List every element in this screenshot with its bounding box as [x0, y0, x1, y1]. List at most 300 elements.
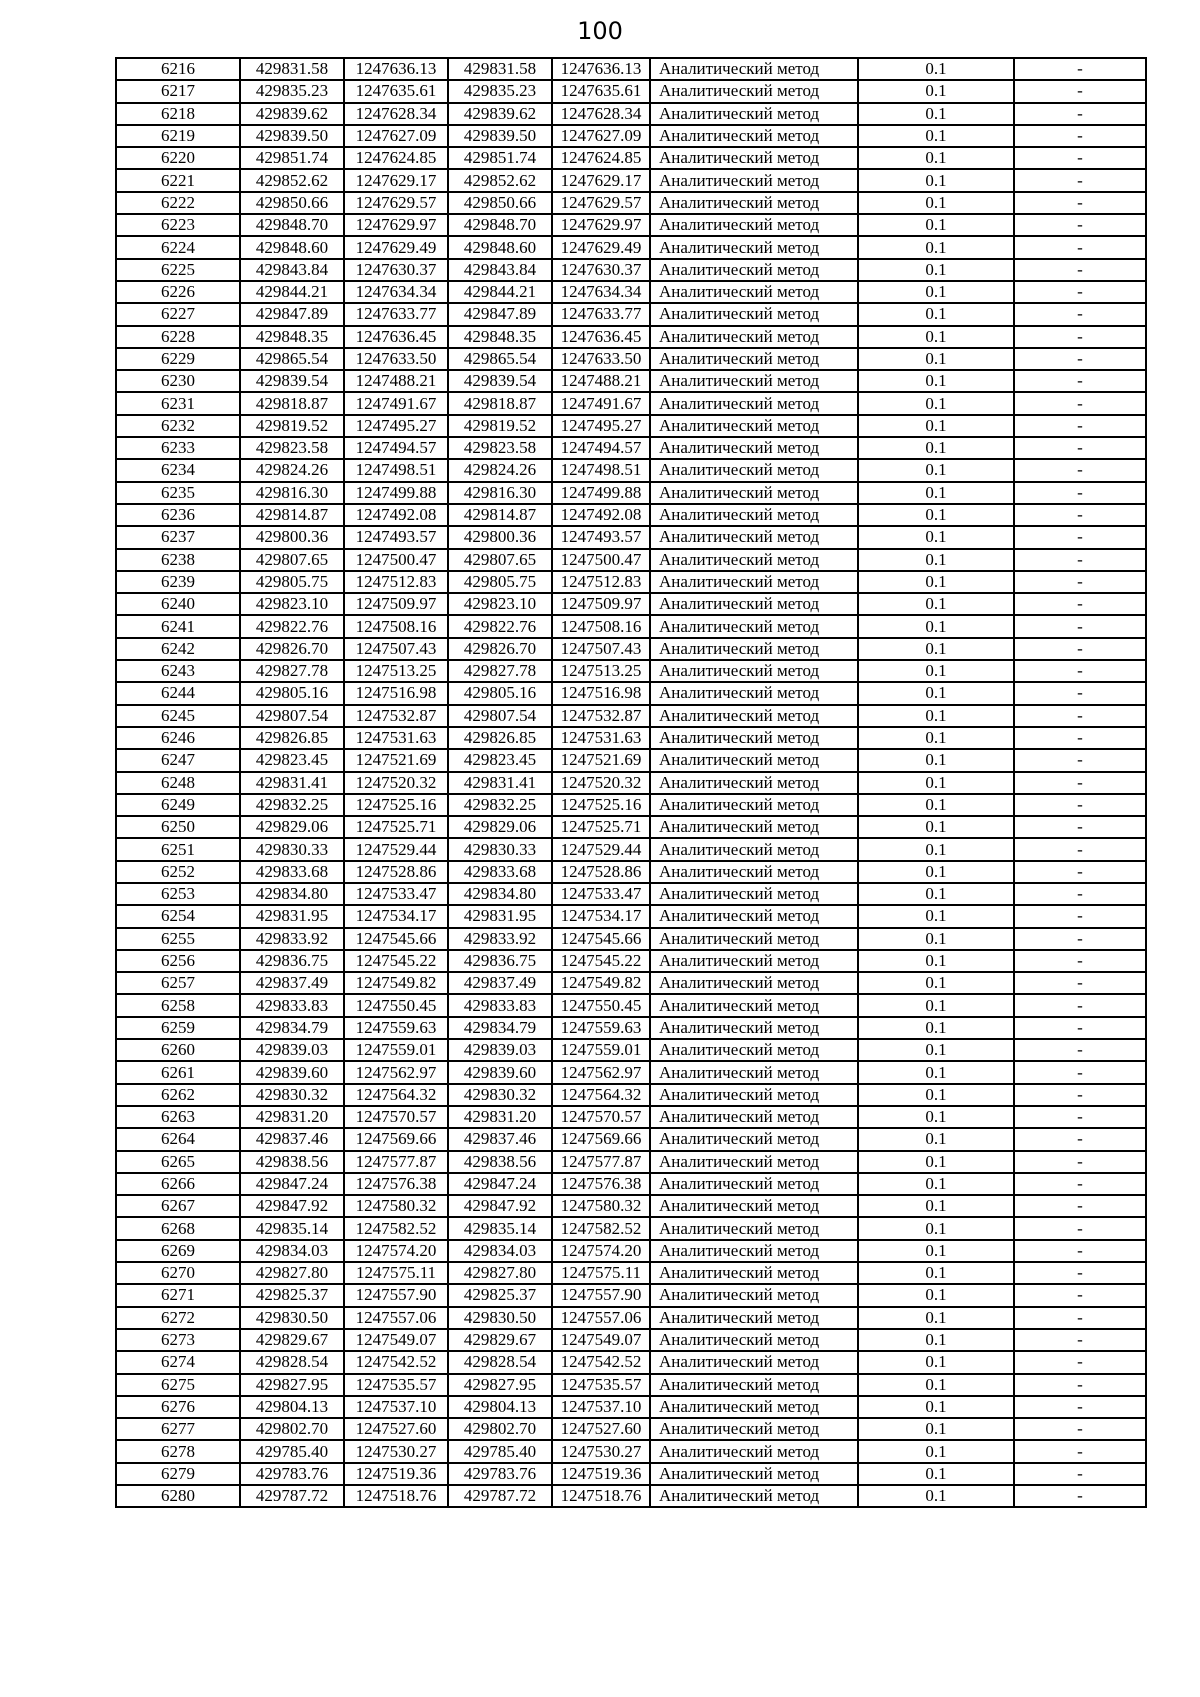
y-coordinate-alt-cell: 1247627.09 — [552, 125, 650, 147]
method-cell: Аналитический метод — [650, 236, 858, 258]
y-coordinate-alt-cell: 1247535.57 — [552, 1374, 650, 1396]
table-row — [116, 682, 1146, 704]
method-cell: Аналитический метод — [650, 571, 858, 593]
y-coordinate-alt-cell: 1247499.88 — [552, 482, 650, 504]
x-coordinate-cell: 429837.46 — [240, 1128, 344, 1150]
table-row — [116, 727, 1146, 749]
note-cell: - — [1014, 370, 1146, 392]
y-coordinate-alt-cell: 1247582.52 — [552, 1217, 650, 1239]
x-coordinate-cell: 429827.95 — [240, 1374, 344, 1396]
x-coordinate-cell: 429834.80 — [240, 883, 344, 905]
x-coordinate-cell: 429850.66 — [240, 192, 344, 214]
y-coordinate-cell: 1247633.77 — [344, 303, 448, 325]
x-coordinate-alt-cell: 429823.45 — [448, 749, 552, 771]
x-coordinate-alt-cell: 429839.60 — [448, 1061, 552, 1083]
y-coordinate-cell: 1247636.45 — [344, 326, 448, 348]
y-coordinate-cell: 1247500.47 — [344, 549, 448, 571]
table-row — [116, 749, 1146, 771]
x-coordinate-alt-cell: 429805.16 — [448, 682, 552, 704]
x-coordinate-alt-cell: 429839.62 — [448, 103, 552, 125]
x-coordinate-cell: 429805.16 — [240, 682, 344, 704]
x-coordinate-cell: 429865.54 — [240, 348, 344, 370]
y-coordinate-alt-cell: 1247519.36 — [552, 1463, 650, 1485]
point-number-cell: 6223 — [116, 214, 240, 236]
x-coordinate-alt-cell: 429826.85 — [448, 727, 552, 749]
method-cell: Аналитический метод — [650, 905, 858, 927]
x-coordinate-alt-cell: 429837.46 — [448, 1128, 552, 1150]
y-coordinate-alt-cell: 1247528.86 — [552, 861, 650, 883]
note-cell: - — [1014, 838, 1146, 860]
accuracy-cell: 0.1 — [858, 1151, 1014, 1173]
x-coordinate-cell: 429832.25 — [240, 794, 344, 816]
y-coordinate-alt-cell: 1247545.22 — [552, 950, 650, 972]
x-coordinate-alt-cell: 429831.41 — [448, 772, 552, 794]
method-cell: Аналитический метод — [650, 437, 858, 459]
y-coordinate-alt-cell: 1247491.67 — [552, 392, 650, 414]
method-cell: Аналитический метод — [650, 58, 858, 80]
y-coordinate-cell: 1247575.11 — [344, 1262, 448, 1284]
accuracy-cell: 0.1 — [858, 861, 1014, 883]
y-coordinate-alt-cell: 1247633.50 — [552, 348, 650, 370]
x-coordinate-alt-cell: 429836.75 — [448, 950, 552, 972]
x-coordinate-alt-cell: 429805.75 — [448, 571, 552, 593]
x-coordinate-alt-cell: 429827.95 — [448, 1374, 552, 1396]
x-coordinate-cell: 429807.54 — [240, 705, 344, 727]
accuracy-cell: 0.1 — [858, 169, 1014, 191]
x-coordinate-cell: 429847.92 — [240, 1195, 344, 1217]
point-number-cell: 6253 — [116, 883, 240, 905]
table-row — [116, 705, 1146, 727]
table-row — [116, 1374, 1146, 1396]
table-row — [116, 482, 1146, 504]
accuracy-cell: 0.1 — [858, 1039, 1014, 1061]
accuracy-cell: 0.1 — [858, 1217, 1014, 1239]
point-number-cell: 6280 — [116, 1485, 240, 1507]
table-row — [116, 1307, 1146, 1329]
note-cell: - — [1014, 1440, 1146, 1462]
accuracy-cell: 0.1 — [858, 972, 1014, 994]
x-coordinate-cell: 429839.60 — [240, 1061, 344, 1083]
x-coordinate-cell: 429823.45 — [240, 749, 344, 771]
y-coordinate-cell: 1247537.10 — [344, 1396, 448, 1418]
point-number-cell: 6238 — [116, 549, 240, 571]
x-coordinate-alt-cell: 429823.10 — [448, 593, 552, 615]
method-cell: Аналитический метод — [650, 749, 858, 771]
accuracy-cell: 0.1 — [858, 816, 1014, 838]
table-row — [116, 1262, 1146, 1284]
method-cell: Аналитический метод — [650, 259, 858, 281]
point-number-cell: 6231 — [116, 392, 240, 414]
note-cell: - — [1014, 994, 1146, 1016]
accuracy-cell: 0.1 — [858, 1061, 1014, 1083]
table-row — [116, 1039, 1146, 1061]
note-cell: - — [1014, 437, 1146, 459]
method-cell: Аналитический метод — [650, 1106, 858, 1128]
y-coordinate-cell: 1247492.08 — [344, 504, 448, 526]
x-coordinate-cell: 429852.62 — [240, 169, 344, 191]
x-coordinate-cell: 429826.85 — [240, 727, 344, 749]
method-cell: Аналитический метод — [650, 549, 858, 571]
x-coordinate-cell: 429834.03 — [240, 1240, 344, 1262]
y-coordinate-alt-cell: 1247630.37 — [552, 259, 650, 281]
x-coordinate-alt-cell: 429783.76 — [448, 1463, 552, 1485]
x-coordinate-alt-cell: 429833.68 — [448, 861, 552, 883]
note-cell: - — [1014, 392, 1146, 414]
x-coordinate-cell: 429826.70 — [240, 638, 344, 660]
table-row — [116, 103, 1146, 125]
x-coordinate-alt-cell: 429785.40 — [448, 1440, 552, 1462]
x-coordinate-cell: 429833.68 — [240, 861, 344, 883]
note-cell: - — [1014, 816, 1146, 838]
y-coordinate-alt-cell: 1247530.27 — [552, 1440, 650, 1462]
method-cell: Аналитический метод — [650, 1284, 858, 1306]
note-cell: - — [1014, 972, 1146, 994]
y-coordinate-alt-cell: 1247575.11 — [552, 1262, 650, 1284]
y-coordinate-alt-cell: 1247518.76 — [552, 1485, 650, 1507]
y-coordinate-cell: 1247549.07 — [344, 1329, 448, 1351]
table-row — [116, 1061, 1146, 1083]
x-coordinate-cell: 429831.20 — [240, 1106, 344, 1128]
point-number-cell: 6260 — [116, 1039, 240, 1061]
x-coordinate-cell: 429834.79 — [240, 1017, 344, 1039]
note-cell: - — [1014, 1262, 1146, 1284]
y-coordinate-alt-cell: 1247576.38 — [552, 1173, 650, 1195]
x-coordinate-alt-cell: 429831.20 — [448, 1106, 552, 1128]
accuracy-cell: 0.1 — [858, 1240, 1014, 1262]
y-coordinate-alt-cell: 1247508.16 — [552, 615, 650, 637]
point-number-cell: 6239 — [116, 571, 240, 593]
method-cell: Аналитический метод — [650, 1351, 858, 1373]
point-number-cell: 6255 — [116, 928, 240, 950]
method-cell: Аналитический метод — [650, 883, 858, 905]
y-coordinate-alt-cell: 1247534.17 — [552, 905, 650, 927]
method-cell: Аналитический метод — [650, 281, 858, 303]
x-coordinate-cell: 429831.41 — [240, 772, 344, 794]
accuracy-cell: 0.1 — [858, 437, 1014, 459]
x-coordinate-alt-cell: 429848.35 — [448, 326, 552, 348]
table-row — [116, 1284, 1146, 1306]
accuracy-cell: 0.1 — [858, 526, 1014, 548]
method-cell: Аналитический метод — [650, 147, 858, 169]
point-number-cell: 6248 — [116, 772, 240, 794]
accuracy-cell: 0.1 — [858, 459, 1014, 481]
note-cell: - — [1014, 1463, 1146, 1485]
method-cell: Аналитический метод — [650, 1017, 858, 1039]
note-cell: - — [1014, 794, 1146, 816]
accuracy-cell: 0.1 — [858, 348, 1014, 370]
table-row — [116, 1396, 1146, 1418]
accuracy-cell: 0.1 — [858, 1485, 1014, 1507]
note-cell: - — [1014, 1485, 1146, 1507]
note-cell: - — [1014, 1418, 1146, 1440]
point-number-cell: 6268 — [116, 1217, 240, 1239]
note-cell: - — [1014, 147, 1146, 169]
accuracy-cell: 0.1 — [858, 638, 1014, 660]
method-cell: Аналитический метод — [650, 1084, 858, 1106]
x-coordinate-alt-cell: 429804.13 — [448, 1396, 552, 1418]
point-number-cell: 6227 — [116, 303, 240, 325]
note-cell: - — [1014, 1374, 1146, 1396]
x-coordinate-alt-cell: 429834.79 — [448, 1017, 552, 1039]
note-cell: - — [1014, 504, 1146, 526]
x-coordinate-cell: 429823.10 — [240, 593, 344, 615]
point-number-cell: 6259 — [116, 1017, 240, 1039]
x-coordinate-alt-cell: 429816.30 — [448, 482, 552, 504]
y-coordinate-alt-cell: 1247562.97 — [552, 1061, 650, 1083]
accuracy-cell: 0.1 — [858, 1463, 1014, 1485]
point-number-cell: 6271 — [116, 1284, 240, 1306]
x-coordinate-cell: 429831.58 — [240, 58, 344, 80]
x-coordinate-cell: 429839.50 — [240, 125, 344, 147]
point-number-cell: 6278 — [116, 1440, 240, 1462]
table-row — [116, 1151, 1146, 1173]
accuracy-cell: 0.1 — [858, 593, 1014, 615]
note-cell: - — [1014, 281, 1146, 303]
y-coordinate-alt-cell: 1247557.06 — [552, 1307, 650, 1329]
x-coordinate-alt-cell: 429839.03 — [448, 1039, 552, 1061]
point-number-cell: 6246 — [116, 727, 240, 749]
point-number-cell: 6272 — [116, 1307, 240, 1329]
note-cell: - — [1014, 303, 1146, 325]
y-coordinate-alt-cell: 1247542.52 — [552, 1351, 650, 1373]
y-coordinate-alt-cell: 1247516.98 — [552, 682, 650, 704]
note-cell: - — [1014, 549, 1146, 571]
point-number-cell: 6257 — [116, 972, 240, 994]
y-coordinate-alt-cell: 1247545.66 — [552, 928, 650, 950]
accuracy-cell: 0.1 — [858, 705, 1014, 727]
method-cell: Аналитический метод — [650, 816, 858, 838]
point-number-cell: 6265 — [116, 1151, 240, 1173]
method-cell: Аналитический метод — [650, 593, 858, 615]
x-coordinate-cell: 429837.49 — [240, 972, 344, 994]
point-number-cell: 6266 — [116, 1173, 240, 1195]
y-coordinate-cell: 1247521.69 — [344, 749, 448, 771]
accuracy-cell: 0.1 — [858, 326, 1014, 348]
accuracy-cell: 0.1 — [858, 727, 1014, 749]
table-row — [116, 459, 1146, 481]
x-coordinate-cell: 429843.84 — [240, 259, 344, 281]
table-row — [116, 1106, 1146, 1128]
coordinates-table-body — [116, 58, 1146, 1507]
table-row — [116, 1017, 1146, 1039]
x-coordinate-cell: 429839.03 — [240, 1039, 344, 1061]
y-coordinate-alt-cell: 1247635.61 — [552, 80, 650, 102]
coordinates-table — [115, 57, 1147, 1508]
y-coordinate-alt-cell: 1247529.44 — [552, 838, 650, 860]
note-cell: - — [1014, 861, 1146, 883]
note-cell: - — [1014, 928, 1146, 950]
note-cell: - — [1014, 682, 1146, 704]
accuracy-cell: 0.1 — [858, 994, 1014, 1016]
method-cell: Аналитический метод — [650, 838, 858, 860]
x-coordinate-cell: 429847.24 — [240, 1173, 344, 1195]
point-number-cell: 6236 — [116, 504, 240, 526]
x-coordinate-cell: 429804.13 — [240, 1396, 344, 1418]
x-coordinate-alt-cell: 429850.66 — [448, 192, 552, 214]
note-cell: - — [1014, 1240, 1146, 1262]
accuracy-cell: 0.1 — [858, 950, 1014, 972]
x-coordinate-alt-cell: 429787.72 — [448, 1485, 552, 1507]
y-coordinate-cell: 1247636.13 — [344, 58, 448, 80]
method-cell: Аналитический метод — [650, 1463, 858, 1485]
x-coordinate-alt-cell: 429833.92 — [448, 928, 552, 950]
x-coordinate-cell: 429816.30 — [240, 482, 344, 504]
x-coordinate-alt-cell: 429851.74 — [448, 147, 552, 169]
table-row — [116, 660, 1146, 682]
y-coordinate-alt-cell: 1247492.08 — [552, 504, 650, 526]
y-coordinate-cell: 1247630.37 — [344, 259, 448, 281]
method-cell: Аналитический метод — [650, 103, 858, 125]
y-coordinate-alt-cell: 1247488.21 — [552, 370, 650, 392]
x-coordinate-alt-cell: 429844.21 — [448, 281, 552, 303]
point-number-cell: 6249 — [116, 794, 240, 816]
table-row — [116, 125, 1146, 147]
method-cell: Аналитический метод — [650, 125, 858, 147]
note-cell: - — [1014, 1329, 1146, 1351]
x-coordinate-alt-cell: 429848.60 — [448, 236, 552, 258]
y-coordinate-cell: 1247569.66 — [344, 1128, 448, 1150]
x-coordinate-cell: 429785.40 — [240, 1440, 344, 1462]
method-cell: Аналитический метод — [650, 303, 858, 325]
y-coordinate-alt-cell: 1247636.13 — [552, 58, 650, 80]
accuracy-cell: 0.1 — [858, 682, 1014, 704]
note-cell: - — [1014, 1284, 1146, 1306]
y-coordinate-cell: 1247557.90 — [344, 1284, 448, 1306]
accuracy-cell: 0.1 — [858, 1084, 1014, 1106]
x-coordinate-alt-cell: 429830.50 — [448, 1307, 552, 1329]
accuracy-cell: 0.1 — [858, 1128, 1014, 1150]
point-number-cell: 6277 — [116, 1418, 240, 1440]
x-coordinate-alt-cell: 429847.89 — [448, 303, 552, 325]
note-cell: - — [1014, 660, 1146, 682]
y-coordinate-cell: 1247520.32 — [344, 772, 448, 794]
y-coordinate-cell: 1247488.21 — [344, 370, 448, 392]
y-coordinate-alt-cell: 1247507.43 — [552, 638, 650, 660]
x-coordinate-cell: 429830.50 — [240, 1307, 344, 1329]
method-cell: Аналитический метод — [650, 705, 858, 727]
point-number-cell: 6240 — [116, 593, 240, 615]
point-number-cell: 6269 — [116, 1240, 240, 1262]
method-cell: Аналитический метод — [650, 727, 858, 749]
table-row — [116, 838, 1146, 860]
note-cell: - — [1014, 772, 1146, 794]
accuracy-cell: 0.1 — [858, 571, 1014, 593]
table-row — [116, 638, 1146, 660]
note-cell: - — [1014, 459, 1146, 481]
x-coordinate-alt-cell: 429829.67 — [448, 1329, 552, 1351]
y-coordinate-alt-cell: 1247494.57 — [552, 437, 650, 459]
y-coordinate-alt-cell: 1247629.57 — [552, 192, 650, 214]
y-coordinate-alt-cell: 1247500.47 — [552, 549, 650, 571]
y-coordinate-alt-cell: 1247533.47 — [552, 883, 650, 905]
accuracy-cell: 0.1 — [858, 1440, 1014, 1462]
table-row — [116, 437, 1146, 459]
table-row — [116, 950, 1146, 972]
table-row — [116, 259, 1146, 281]
note-cell: - — [1014, 749, 1146, 771]
x-coordinate-cell: 429833.92 — [240, 928, 344, 950]
accuracy-cell: 0.1 — [858, 1374, 1014, 1396]
table-row — [116, 281, 1146, 303]
y-coordinate-alt-cell: 1247513.25 — [552, 660, 650, 682]
accuracy-cell: 0.1 — [858, 1329, 1014, 1351]
x-coordinate-alt-cell: 429822.76 — [448, 615, 552, 637]
point-number-cell: 6219 — [116, 125, 240, 147]
note-cell: - — [1014, 1217, 1146, 1239]
y-coordinate-cell: 1247498.51 — [344, 459, 448, 481]
x-coordinate-alt-cell: 429819.52 — [448, 415, 552, 437]
y-coordinate-alt-cell: 1247509.97 — [552, 593, 650, 615]
y-coordinate-cell: 1247494.57 — [344, 437, 448, 459]
accuracy-cell: 0.1 — [858, 214, 1014, 236]
y-coordinate-cell: 1247529.44 — [344, 838, 448, 860]
table-row — [116, 58, 1146, 80]
note-cell: - — [1014, 348, 1146, 370]
point-number-cell: 6237 — [116, 526, 240, 548]
note-cell: - — [1014, 169, 1146, 191]
x-coordinate-cell: 429819.52 — [240, 415, 344, 437]
method-cell: Аналитический метод — [650, 1173, 858, 1195]
accuracy-cell: 0.1 — [858, 236, 1014, 258]
table-row — [116, 1240, 1146, 1262]
point-number-cell: 6234 — [116, 459, 240, 481]
x-coordinate-cell: 429839.54 — [240, 370, 344, 392]
y-coordinate-cell: 1247531.63 — [344, 727, 448, 749]
note-cell: - — [1014, 1307, 1146, 1329]
x-coordinate-cell: 429805.75 — [240, 571, 344, 593]
table-row — [116, 816, 1146, 838]
y-coordinate-cell: 1247582.52 — [344, 1217, 448, 1239]
table-row — [116, 303, 1146, 325]
point-number-cell: 6275 — [116, 1374, 240, 1396]
y-coordinate-cell: 1247542.52 — [344, 1351, 448, 1373]
method-cell: Аналитический метод — [650, 370, 858, 392]
x-coordinate-cell: 429847.89 — [240, 303, 344, 325]
point-number-cell: 6244 — [116, 682, 240, 704]
y-coordinate-cell: 1247633.50 — [344, 348, 448, 370]
x-coordinate-cell: 429807.65 — [240, 549, 344, 571]
method-cell: Аналитический метод — [650, 772, 858, 794]
accuracy-cell: 0.1 — [858, 1017, 1014, 1039]
x-coordinate-cell: 429835.23 — [240, 80, 344, 102]
x-coordinate-alt-cell: 429824.26 — [448, 459, 552, 481]
accuracy-cell: 0.1 — [858, 415, 1014, 437]
method-cell: Аналитический метод — [650, 415, 858, 437]
point-number-cell: 6230 — [116, 370, 240, 392]
accuracy-cell: 0.1 — [858, 838, 1014, 860]
x-coordinate-cell: 429848.35 — [240, 326, 344, 348]
method-cell: Аналитический метод — [650, 1039, 858, 1061]
y-coordinate-alt-cell: 1247532.87 — [552, 705, 650, 727]
x-coordinate-cell: 429827.78 — [240, 660, 344, 682]
note-cell: - — [1014, 638, 1146, 660]
point-number-cell: 6250 — [116, 816, 240, 838]
x-coordinate-alt-cell: 429830.33 — [448, 838, 552, 860]
note-cell: - — [1014, 1396, 1146, 1418]
table-row — [116, 972, 1146, 994]
accuracy-cell: 0.1 — [858, 615, 1014, 637]
method-cell: Аналитический метод — [650, 192, 858, 214]
y-coordinate-alt-cell: 1247495.27 — [552, 415, 650, 437]
x-coordinate-cell: 429839.62 — [240, 103, 344, 125]
y-coordinate-cell: 1247534.17 — [344, 905, 448, 927]
note-cell: - — [1014, 192, 1146, 214]
point-number-cell: 6235 — [116, 482, 240, 504]
x-coordinate-alt-cell: 429800.36 — [448, 526, 552, 548]
method-cell: Аналитический метод — [650, 214, 858, 236]
note-cell: - — [1014, 1061, 1146, 1083]
y-coordinate-cell: 1247499.88 — [344, 482, 448, 504]
